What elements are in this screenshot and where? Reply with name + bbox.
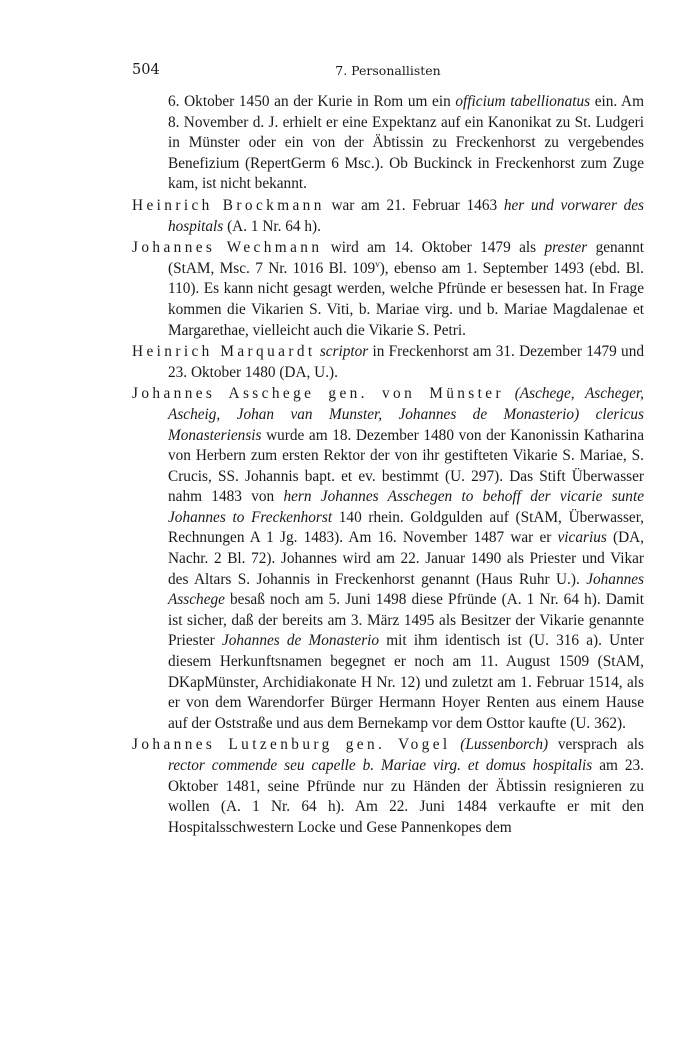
text-run: genannt (StAM, Msc. 7 Nr. 1016 Bl. 109 (168, 239, 644, 277)
italic-text: officium tabellionatus (455, 93, 591, 110)
text-run: versprach als (548, 736, 644, 754)
entry-3 (132, 342, 644, 383)
italic-text: (Aschege, Ascheger, Ascheig, Johan van Munster, Johannes de Monasterio) clericus Monasteriensis (168, 385, 645, 444)
entry-5 (132, 735, 644, 838)
page (132, 62, 644, 839)
italic-text: her und vorwarer des hospitals (168, 196, 644, 235)
person-name: Heinrich Marquardt (132, 343, 316, 361)
page-header (132, 62, 644, 84)
italic-text: hern Johannes Asschegen to behoff der vicarie sunte Johannes to Freckenhorst (168, 488, 644, 526)
entry-2 (132, 238, 644, 341)
italic-text: Johannes de Monasterio (221, 632, 380, 650)
entry-continuation (132, 92, 644, 195)
text-run: war am 21. Februar 1463 (324, 196, 504, 214)
person-name: Johannes Asschege gen. von Münster (132, 385, 504, 403)
text-run (504, 385, 515, 402)
text-run: wurde am 18. Dezember 1480 von der Kanonissin Katharina von Herbern zum ersten Rektor der von ihr gestifteten Vikarie S. Mariae, S. Crucis, SS. Johannis bapt. et ev. bestimmt (U. 297). Das Stift Überwasser nahm 1483 von (168, 426, 644, 506)
text-run: besaß noch am 5. Juni 1498 diese Pfründe (A. 1 Nr. 64 h). Damit ist sicher, daß der bereits am 3. März 1495 als Besitzer der Vikarie genannte Priester (168, 591, 644, 650)
entry-1 (132, 196, 644, 237)
italic-text: rector commende seu capelle b. Mariae virg. et domus hospitalis (168, 757, 593, 774)
text-run: 6. Oktober 1450 an der Kurie in Rom um ein (168, 93, 456, 110)
person-name: Johannes Wechmann (132, 239, 323, 257)
italic-text: prester (544, 239, 588, 257)
person-name: Johannes Lutzenburg gen. Vogel (132, 736, 451, 754)
body-text (132, 92, 644, 838)
italic-text: (Lussenborch) (460, 736, 549, 754)
text-run: 140 rhein. Goldgulden auf (StAM, Überwasser, Rechnungen A 1 Jg. 1483). Am 16. November 1487 war er (168, 508, 644, 547)
italic-text: vicarius (557, 529, 607, 547)
page-number: 504 (132, 62, 160, 78)
superscript: v (375, 258, 380, 269)
entry-4 (132, 384, 644, 734)
text-run (451, 736, 461, 753)
text-run: (DA, Nachr. 2 Bl. 72). Johannes wird am 22. Januar 1490 als Priester und Vikar des Altars S. Johannis in Freckenhorst genannt (Haus Ruhr U.). (168, 529, 644, 588)
text-run: wird am 14. Oktober 1479 als (322, 239, 545, 257)
text-run: ein. Am 8. November d. J. erhielt er eine Expektanz auf ein Kanonikat zu St. Ludgeri in Münster oder ein von der Äbtissin zu Freckenhorst zu vergebendes Benefizium (RepertGerm 6 Msc.). Ob Buckinck in Freckenhorst zum Zuge kam, ist nicht bekannt. (168, 93, 644, 193)
text-run: am 23. Oktober 1481, seine Pfründe nur zu Händen der Äbtissin resignieren zu wollen (A. 1 Nr. 64 h). Am 22. Juni 1484 verkaufte er mit den Hospitalsschwestern Locke und Gese Pannenkopes dem (168, 757, 644, 836)
running-title: 7. Personallisten (335, 63, 441, 78)
italic-text: Johannes Asschege (168, 570, 644, 609)
text-run: in Freckenhorst am 31. Dezember 1479 und 23. Oktober 1480 (DA, U.). (168, 343, 645, 381)
person-name: Heinrich Brockmann (132, 196, 325, 214)
text-run: mit ihm identisch ist (U. 316 a). Unter diesem Herkunftsnamen begegnet er noch am 11. August 1509 (StAM, DKapMünster, Archidiakonate H Nr. 12) und zuletzt am 1. Februar 1514, als er von dem Warendorfer Bürger Hermann Hoyer Renten aus einem Hause auf der Oststraße und aus dem Bernekamp vor dem Osttor kaufte (U. 362). (168, 632, 644, 732)
italic-text: scriptor (319, 343, 369, 361)
text-run: ), ebenso am 1. September 1493 (ebd. Bl. 110). Es kann nicht gesagt werden, welche Pfründe er besessen hat. In Frage kommen die Vikarien S. Viti, b. Mariae virg. und b. Mariae Magdalenae et Margarethae, vielleicht auch die Vikarie S. Petri. (168, 259, 644, 339)
text-run: (A. 1 Nr. 64 h). (223, 217, 321, 235)
